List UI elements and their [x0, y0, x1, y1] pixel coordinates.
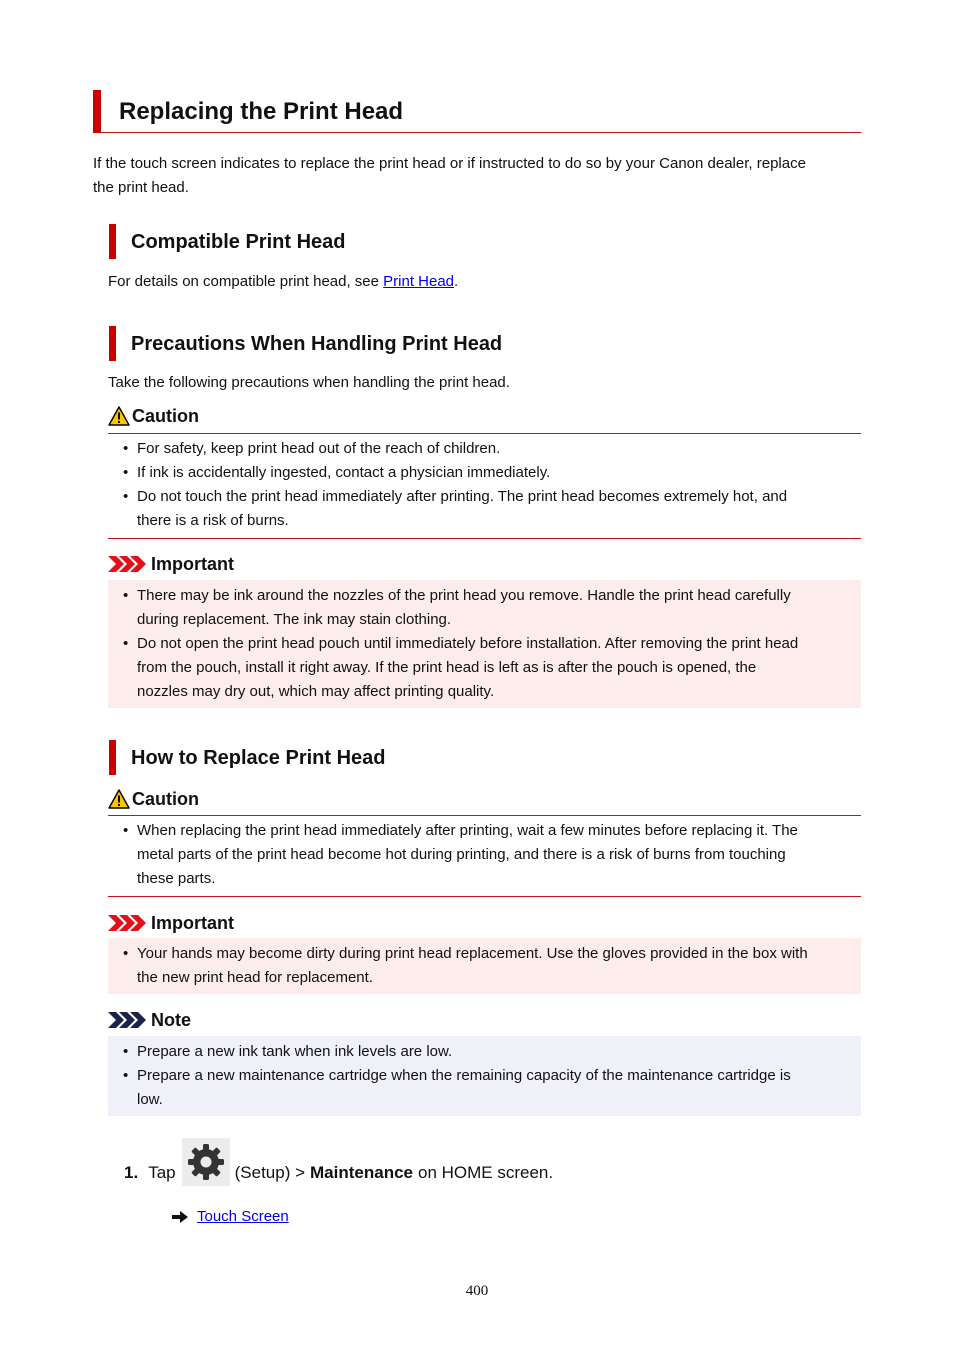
caution-rule-bottom — [108, 538, 861, 539]
step-tap-text: Tap — [148, 1163, 176, 1182]
warning-icon — [108, 406, 130, 426]
heading-compatible: Compatible Print Head — [131, 231, 346, 253]
step-maintenance: Maintenance — [310, 1163, 413, 1182]
list-item-line: • Do not touch the print head immediately after printing. The print head becomes extremely hot, and — [137, 488, 788, 505]
note-list — [108, 1040, 861, 1112]
caution-title: Caution — [108, 786, 199, 812]
list-item-line: low. — [137, 1091, 163, 1108]
section-accent-bar — [109, 224, 116, 259]
print-head-link[interactable]: Print Head — [383, 273, 455, 290]
list-item — [108, 1040, 861, 1064]
caution-list — [108, 819, 861, 891]
important-list — [108, 942, 861, 990]
important-title: Important — [108, 910, 234, 936]
list-item-line: • Do not open the print head pouch until immediately before installation. After removing the print head — [137, 635, 799, 652]
touch-screen-link[interactable]: Touch Screen — [197, 1208, 289, 1225]
important-title: Important — [108, 551, 234, 577]
important-list — [108, 584, 861, 704]
caution-title: Caution — [108, 403, 199, 429]
touch-screen-ref — [172, 1205, 289, 1229]
list-item — [108, 485, 861, 533]
note-arrows-icon — [108, 1012, 146, 1028]
note-title: Note — [108, 1007, 191, 1033]
list-item-line: • There may be ink around the nozzles of the print head you remove. Handle the print head carefully — [137, 587, 791, 604]
list-item-line: • Prepare a new maintenance cartridge when the remaining capacity of the maintenance cartridge is — [137, 1067, 791, 1084]
caution-rule-top — [108, 815, 861, 816]
note-box — [108, 1036, 861, 1116]
list-item-line: • Prepare a new ink tank when ink levels are low. — [137, 1043, 453, 1060]
step-rest-text: on HOME screen. — [418, 1163, 554, 1182]
gear-icon — [182, 1138, 230, 1186]
important-box — [108, 580, 861, 708]
intro-line-1: If the touch screen indicates to replace the print head or if instructed to do so by your Canon dealer, replace — [93, 155, 806, 172]
list-item-line: • When replacing the print head immediately after printing, wait a few minutes before replacing it. The — [137, 822, 798, 839]
step-number: 1. — [124, 1163, 139, 1182]
compatible-text: For details on compatible print head, see Print Head. — [108, 273, 459, 290]
list-item — [108, 819, 861, 891]
heading-precautions: Precautions When Handling Print Head — [131, 333, 503, 355]
caution-rule-bottom — [108, 896, 861, 897]
list-item-line: • If ink is accidentally ingested, contact a physician immediately. — [137, 464, 551, 481]
list-item — [108, 584, 861, 632]
list-item — [108, 461, 861, 485]
list-item-line: there is a risk of burns. — [137, 512, 289, 529]
intro-line-2: the print head. — [93, 179, 189, 196]
list-item-line: from the pouch, install it right away. If the print head is left as is after the pouch is opened, the — [137, 659, 757, 676]
heading-howto: How to Replace Print Head — [131, 747, 386, 769]
step-setup-text: (Setup) > — [234, 1163, 306, 1182]
section-accent-bar — [109, 326, 116, 361]
precautions-text: Take the following precautions when handling the print head. — [108, 374, 510, 391]
step-1 — [124, 1138, 553, 1186]
warning-icon — [108, 789, 130, 809]
page-title: Replacing the Print Head — [119, 98, 404, 125]
title-accent-bar — [93, 90, 101, 133]
list-item-line: nozzles may dry out, which may affect printing quality. — [137, 683, 495, 700]
list-item-line: • Your hands may become dirty during print head replacement. Use the gloves provided in the box with — [137, 945, 808, 962]
list-item-line: • For safety, keep print head out of the reach of children. — [137, 440, 501, 457]
section-accent-bar — [109, 740, 116, 775]
list-item — [108, 632, 861, 704]
important-arrows-icon — [108, 556, 146, 572]
list-item — [108, 1064, 861, 1112]
list-item-line: the new print head for replacement. — [137, 969, 373, 986]
important-box — [108, 938, 861, 994]
list-item-line: these parts. — [137, 870, 216, 887]
list-item — [108, 437, 861, 461]
arrow-right-icon — [172, 1211, 188, 1223]
list-item — [108, 942, 861, 990]
important-arrows-icon — [108, 915, 146, 931]
list-item-line: during replacement. The ink may stain clothing. — [137, 611, 452, 628]
title-rule — [93, 132, 861, 133]
page-number: 400 — [465, 1283, 489, 1299]
caution-list — [108, 437, 861, 533]
caution-rule-top — [108, 433, 861, 434]
list-item-line: metal parts of the print head become hot during printing, and there is a risk of burns from touching — [137, 846, 786, 863]
